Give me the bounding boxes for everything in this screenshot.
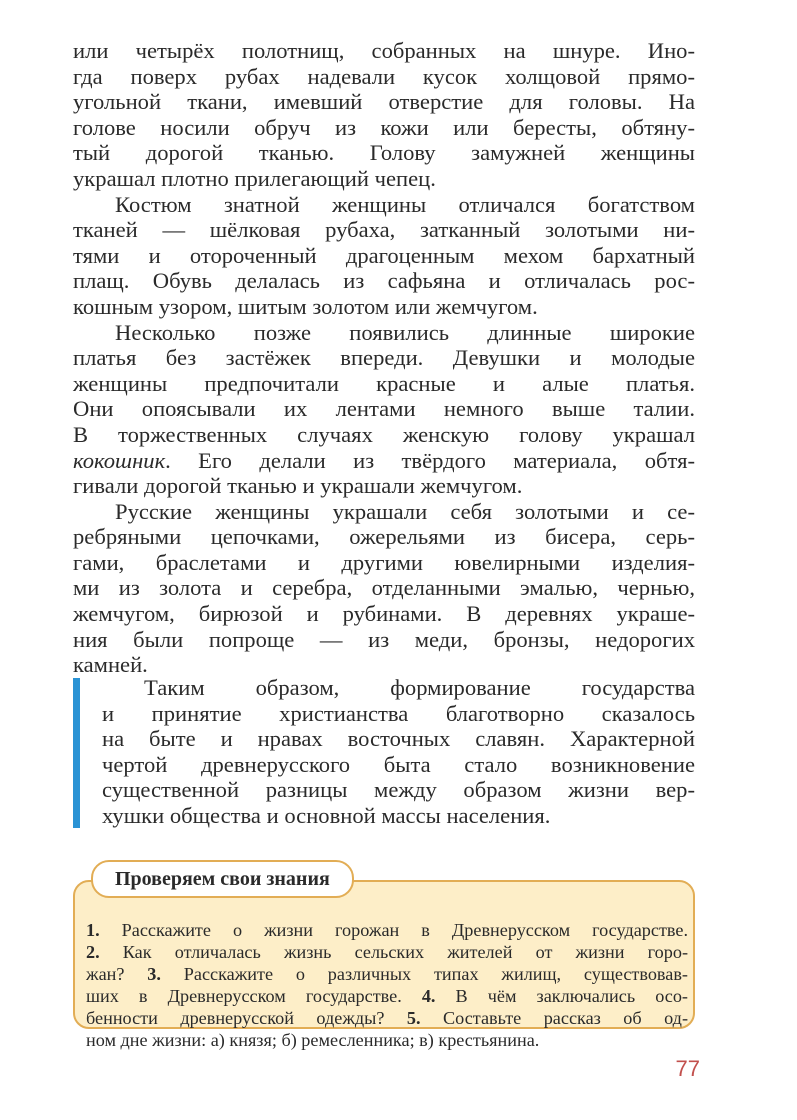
main-text [73,38,695,678]
text-line: Они опоясывали их лентами немного выше талии. [73,396,695,422]
text-line: камней. [73,652,148,678]
question-line [86,1029,688,1051]
paragraph-4 [73,499,695,678]
text-line: Русские женщины украшали себя золотыми и се- [115,498,695,524]
text-line: гами, браслетами и другими ювелирными изделия- [73,549,695,575]
text-line: ребряными цепочками, ожерельями из бисера, серь- [73,524,695,550]
text-line: жемчугом, бирюзой и рубинами. В деревнях украше- [73,601,695,627]
page-number: 77 [675,1056,700,1081]
question-text: Расскажите о жизни горожан в Древнерусском государстве. [99,920,688,940]
question-number: 4. [421,986,436,1006]
questions-panel [73,880,695,1050]
text-line: ния были попроще — из меди, бронзы, недорогих [73,626,695,652]
question-text: ном дне жизни: а) князя; б) ремесленника; в) крестьянина. [86,1030,540,1050]
text-line: В торжественных случаях женскую голову украшал [73,421,695,447]
text-line [73,448,695,474]
text-line: угольной ткани, имевший отверстие для головы. На [73,89,695,115]
text-line: существенной разницы между образом жизни вер- [102,777,695,803]
text-line: Костюм знатной женщины отличался богатством [115,191,695,217]
text-line: кошным узором, шитым золотом или жемчугом. [73,293,538,319]
questions-title-tab: Проверяем свои знания [91,860,354,898]
question-number: 5. [406,1008,421,1028]
text-line: Несколько позже появились длинные широкие [115,319,695,345]
question-line [86,985,688,1007]
paragraph-2 [73,192,695,320]
summary-accent-bar [73,678,80,828]
questions-text [86,919,688,1051]
text-line: Таким образом, формирование государства [144,675,695,700]
text-line: и принятие христианства благотворно сказалось [102,700,695,726]
text-line: украшал плотно прилегающий чепец. [73,165,436,191]
summary-text [102,675,695,829]
question-text: Составьте рассказ об од- [420,1008,688,1028]
text-line: голове носили обруч из кожи или бересты, обтяну- [73,114,695,140]
question-number: 2. [86,942,100,962]
paragraph-1 [73,38,695,192]
text-line: тый дорогой тканью. Голову замужней женщины [73,140,695,166]
term-kokoshnik: кокошник [73,447,166,473]
text-line: женщины предпочитали красные и алые платья. [73,370,695,396]
text-line: гивали дорогой тканью и украшали жемчугом. [73,473,523,499]
text-line: гда поверх рубах надевали кусок холщовой прямо- [73,63,695,89]
question-line [86,919,688,941]
text-line: платья без застёжек впереди. Девушки и молодые [73,345,695,371]
text-line: плащ. Обувь делалась из сафьяна и отличалась рос- [73,268,695,294]
question-text: ших в Древнерусском государстве. [86,986,422,1006]
question-line [86,963,688,985]
question-line [86,941,688,963]
question-number: 3. [147,964,161,984]
text-line: тями и отороченный драгоценным мехом бархатный [73,242,695,268]
question-text: Как отличалась жизнь сельских жителей от жизни горо- [99,942,688,962]
question-number: 1. [86,920,100,940]
question-text: В чём заключались осо- [435,986,688,1006]
review-questions-box [73,860,695,1050]
question-line [86,1007,688,1029]
text-line: ми из золота и серебра, отделанными эмалью, чернью, [73,575,695,601]
question-text: бенности древнерусской одежды? [86,1008,407,1028]
text-line: хушки общества и основной массы населения. [102,802,551,828]
text-fragment: . Его делали из твёрдого материала, обтя- [165,447,695,473]
text-line: тканей — шёлковая рубаха, затканный золотыми ни- [73,217,695,243]
question-text: Расскажите о различных типах жилищ, существовав- [160,964,688,984]
question-text: жан? [86,964,148,984]
text-line: на быте и нравах восточных славян. Характерной [102,726,695,752]
paragraph-3 [73,320,695,499]
text-line: чертой древнерусского быта стало возникновение [102,751,695,777]
summary-block [73,675,695,827]
text-line: или четырёх полотнищ, собранных на шнуре. Ино- [73,38,695,63]
